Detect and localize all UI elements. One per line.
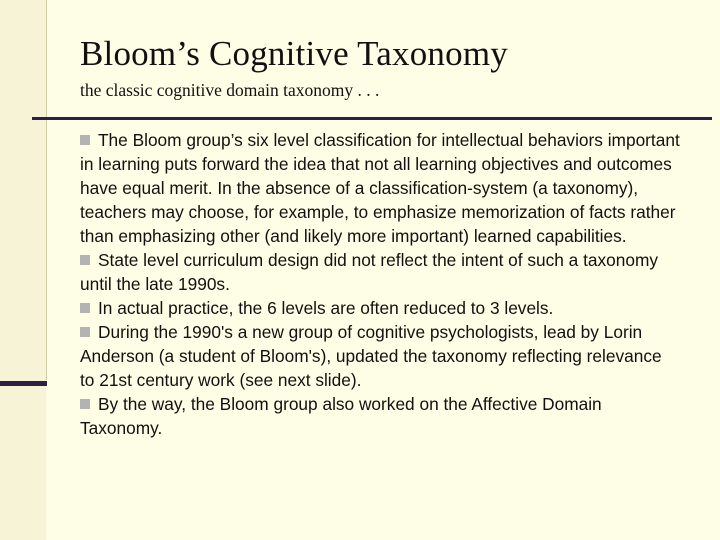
bullet-text: State level curriculum design did not reflect the intent of such a taxonomy until the late 1990s. (80, 250, 659, 294)
square-bullet-icon (80, 303, 90, 313)
slide-title: Bloom’s Cognitive Taxonomy (80, 34, 508, 73)
title-divider (32, 117, 712, 120)
bullet-text: By the way, the Bloom group also worked on the Affective Domain Taxonomy. (80, 394, 602, 438)
left-margin-panel (0, 0, 46, 540)
bullet-text: The Bloom group’s six level classification for intellectual behaviors important in learning puts forward the idea that not all learning objectives and outcomes have equal merit. In the absence of a classification-system (a taxonomy), teachers may choose, for example, to emphasize memorization of facts rather than emphasizing other (and likely more important) learned capabilities. (80, 130, 680, 246)
square-bullet-icon (80, 327, 90, 337)
bullet-item (80, 320, 680, 392)
square-bullet-icon (80, 135, 90, 145)
square-bullet-icon (80, 399, 90, 409)
bullet-item (80, 296, 680, 320)
bullet-item (80, 128, 680, 248)
bullet-item (80, 392, 680, 440)
bullet-list (80, 128, 680, 440)
left-margin-divider (46, 0, 47, 380)
bullet-text: During the 1990's a new group of cognitive psychologists, lead by Lorin Anderson (a student of Bloom's), updated the taxonomy reflecting relevance to 21st century work (see next slide). (80, 322, 662, 390)
left-accent-bar (0, 381, 47, 386)
bullet-text: In actual practice, the 6 levels are often reduced to 3 levels. (98, 298, 554, 318)
bullet-item (80, 248, 680, 296)
slide-subtitle: the classic cognitive domain taxonomy . . . (80, 80, 380, 100)
square-bullet-icon (80, 255, 90, 265)
